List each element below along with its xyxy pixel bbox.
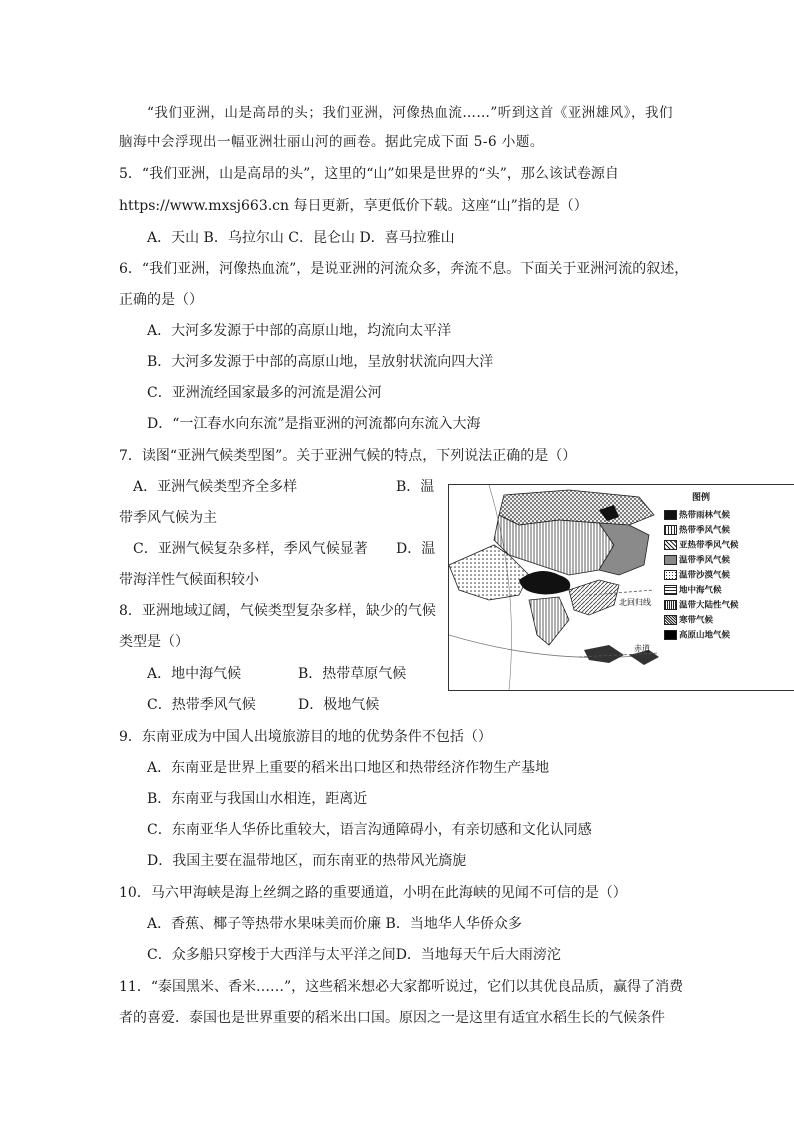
legend-label: 亚热带季风气候 <box>679 540 739 551</box>
region-tropical-monsoon <box>529 597 569 645</box>
q8-stem-1: 8．亚洲地域辽阔，气候类型复杂多样，缺少的气候 <box>119 603 436 619</box>
legend-title: 图例 <box>692 493 711 503</box>
legend-label: 热带雨林气候 <box>679 510 731 521</box>
q5-options: A．天山 B．乌拉尔山 C．昆仑山 D．喜马拉雅山 <box>147 230 455 246</box>
swatch-icon <box>664 570 677 580</box>
q6-option-b: B．大河多发源于中部的高原山地，呈放射状流向四大洋 <box>147 354 494 370</box>
q11-stem-2: 者的喜爱．泰国也是世界重要的稻米出口国。原因之一是这里有适宜水稻生长的气候条件 <box>119 1010 665 1026</box>
q9-stem: 9．东南亚成为中国人出境旅游目的地的优势条件不包括（） <box>119 729 492 745</box>
q7-option-d: D．温 <box>396 541 436 557</box>
q9-option-c: C．东南亚华人华侨比重较大，语言沟通障碍小，有亲切感和文化认同感 <box>147 822 592 838</box>
legend-label: 温带大陆性气候 <box>679 600 739 611</box>
swatch-icon <box>664 555 677 565</box>
swatch-icon <box>664 540 677 550</box>
q7-option-a: A．亚洲气候类型齐全多样 <box>133 479 298 495</box>
label-tropic: 北回归线 <box>619 598 651 607</box>
legend-item <box>664 615 713 627</box>
legend-label: 温带沙漠气候 <box>679 570 731 581</box>
swatch-icon <box>664 585 677 595</box>
q6-stem-2: 正确的是（） <box>119 292 203 308</box>
legend-label: 寒带气候 <box>679 615 714 626</box>
q10-option-cd: C．众多船只穿梭于大西洋与太平洋之间D．当地每天午后大雨滂沱 <box>147 947 561 963</box>
q7-stem: 7．读图“亚洲气候类型图”。关于亚洲气候的特点，下列说法正确的是（） <box>119 448 577 464</box>
swatch-icon <box>664 525 677 535</box>
region-cold <box>499 490 654 525</box>
legend-label: 热带季风气候 <box>679 525 731 536</box>
q11-stem-1: 11．“泰国黑米、香米……”，这些稻米想必大家都听说过，它们以其优良品质，赢得了消费 <box>119 979 684 995</box>
region-rainforest <box>584 645 624 663</box>
legend-item <box>664 525 730 537</box>
q10-option-ab: A．香蕉、椰子等热带水果味美而价廉 B．当地华人华侨众多 <box>147 916 522 932</box>
legend-item <box>664 555 730 567</box>
q8-option-d: D．极地气候 <box>298 697 380 713</box>
q10-stem: 10．马六甲海峡是海上丝绸之路的重要通道，小明在此海峡的见闻不可信的是（） <box>119 885 627 901</box>
label-equator: 赤道 <box>634 644 650 653</box>
q7-option-b-cont: 带季风气候为主 <box>119 510 217 526</box>
q8-option-c: C．热带季风气候 <box>147 697 256 713</box>
legend-item <box>664 600 739 612</box>
swatch-icon <box>664 630 677 640</box>
legend-item <box>664 510 730 522</box>
swatch-icon <box>664 600 677 610</box>
intro-line-2: 脑海中会浮现出一幅亚洲壮丽山河的画卷。据此完成下面 5-6 小题。 <box>119 134 544 150</box>
intro-line-1: “我们亚洲，山是高昂的头；我们亚洲，河像热血流……”听到这首《亚洲雄风》，我们 <box>147 105 674 121</box>
legend-label: 地中海气候 <box>679 585 722 596</box>
swatch-icon <box>664 510 677 520</box>
legend-item <box>664 540 739 552</box>
q5-stem-2: https://www.mxsj663.cn 每日更新，享更低价下载。这座“山”指的是（） <box>119 198 588 214</box>
q8-stem-2: 类型是（） <box>119 634 189 650</box>
legend-item <box>664 630 730 642</box>
legend-label: 温带季风气候 <box>679 555 731 566</box>
q8-option-a: A．地中海气候 <box>147 666 242 682</box>
q9-option-a: A．东南亚是世界上重要的稻米出口地区和热带经济作物生产基地 <box>147 760 550 776</box>
legend-label: 高原山地气候 <box>679 630 731 641</box>
q9-option-d: D．我国主要在温带地区，而东南亚的热带风光旖旎 <box>147 853 467 869</box>
q7-option-b: B．温 <box>396 479 435 495</box>
q6-option-c: C．亚洲流经国家最多的河流是湄公河 <box>147 385 382 401</box>
q6-stem-1: 6．“我们亚洲，河像热血流”，是说亚洲的河流众多，奔流不息。下面关于亚洲河流的叙述， <box>119 261 689 277</box>
q5-stem-1: 5．“我们亚洲，山是高昂的头”，这里的“山”如果是世界的“头”，那么该试卷源自 <box>119 166 619 182</box>
asia-climate-map-drawing <box>449 485 794 690</box>
q6-option-d: D．“一江春水向东流”是指亚洲的河流都向东流入大海 <box>147 416 481 432</box>
q6-option-a: A．大河多发源于中部的高原山地，均流向太平洋 <box>147 323 452 339</box>
q9-option-b: B．东南亚与我国山水相连，距离近 <box>147 791 368 807</box>
asia-climate-map <box>448 484 794 691</box>
legend-item <box>664 585 722 597</box>
legend-item <box>664 570 730 582</box>
swatch-icon <box>664 615 677 625</box>
q7-option-c: C．亚洲气候复杂多样，季风气候显著 <box>133 541 368 557</box>
q8-option-b: B．热带草原气候 <box>298 666 407 682</box>
q7-option-d-cont: 带海洋性气候面积较小 <box>119 572 259 588</box>
region-subtropical-monsoon <box>569 580 619 615</box>
